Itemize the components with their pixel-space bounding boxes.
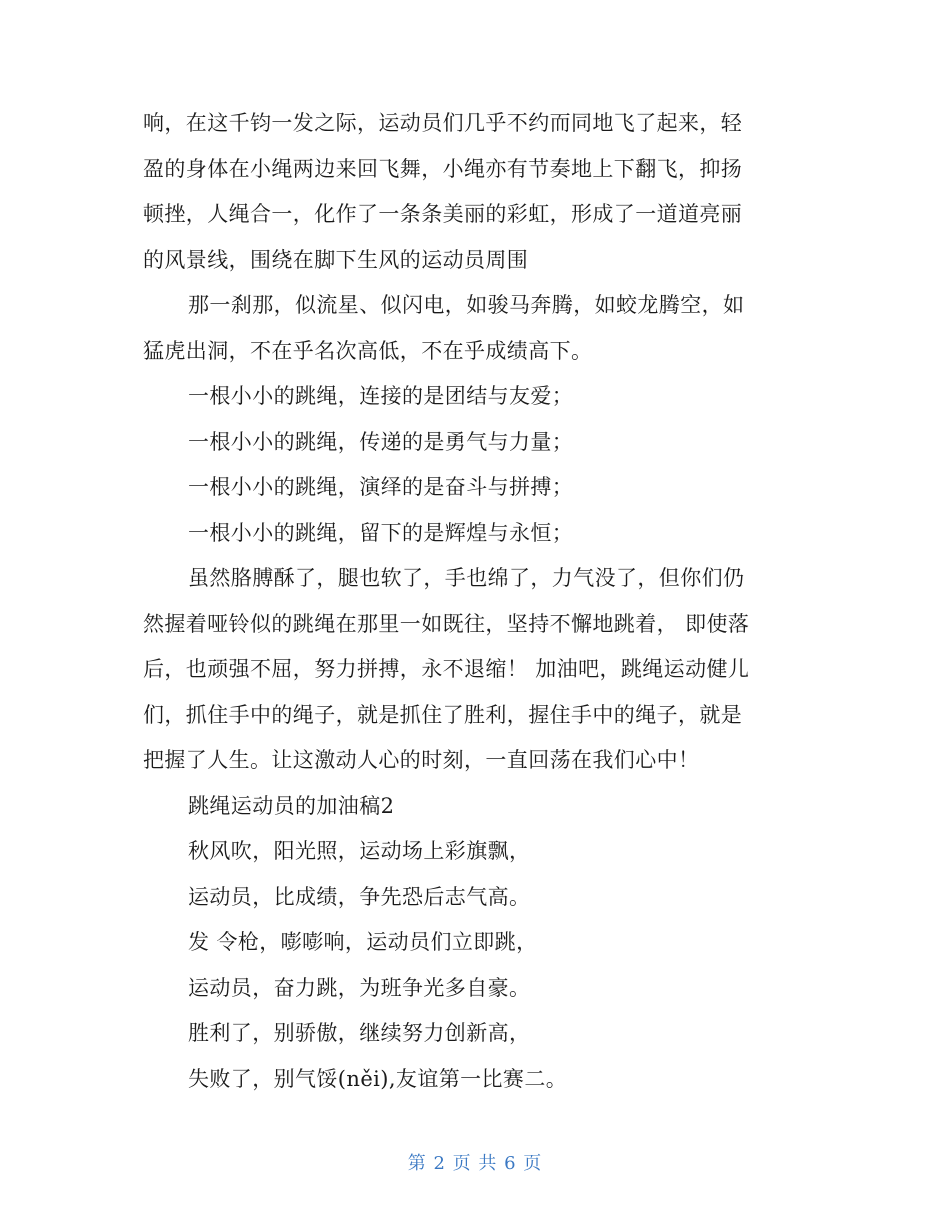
text-line: 跳绳运动员的加油稿2: [188, 793, 395, 818]
paragraph: [143, 465, 807, 511]
paragraph: [143, 920, 807, 966]
text-line: 然握着哑铃似的跳绳在那里一如既往，坚持不懈地跳着， 即使落: [143, 611, 750, 636]
paragraph: [143, 420, 807, 466]
paragraph: [143, 374, 807, 420]
text-line: 们，抓住手中的绳子，就是抓住了胜利，握住手中的绳子，就是: [143, 702, 743, 727]
text-line: 胜利了，别骄傲，继续努力创新高，: [188, 1021, 531, 1045]
paragraph: [143, 283, 807, 374]
text-line: 一根小小的跳绳，传递的是勇气与力量；: [188, 429, 574, 454]
text-line: 失败了，别气馁(něi),友谊第一比赛二。: [188, 1066, 568, 1091]
text-line: 顿挫，人绳合一，化作了一条条美丽的彩虹，形成了一道道亮丽: [143, 202, 743, 226]
text-line: 盈的身体在小绳两边来回飞舞，小绳亦有节奏地上下翻飞，抑扬: [143, 156, 743, 181]
text-line: 那一刹那，似流星、似闪电，如骏马奔腾，如蛟龙腾空，如: [188, 293, 745, 317]
text-line: 猛虎出洞，不在乎名次高低，不在乎成绩高下。: [143, 338, 593, 363]
paragraph: [143, 556, 807, 784]
text-line: 后，也顽强不屈，努力拼搏，永不退缩！ 加油吧，跳绳运动健儿: [143, 657, 750, 681]
text-line: 运动员，比成绩，争先恐后志气高。: [188, 884, 531, 909]
text-line: 的风景线，围绕在脚下生风的运动员周围: [143, 247, 529, 272]
text-line: 把握了人生。让这激动人心的时刻，一直回荡在我们心中！: [143, 748, 700, 772]
paragraph: [143, 101, 807, 283]
text-line: 一根小小的跳绳，连接的是团结与友爱；: [188, 384, 574, 408]
text-line: 虽然胳膊酥了，腿也软了，手也绵了，力气没了，但你们仍: [188, 566, 745, 590]
text-line: 响，在这千钧一发之际，运动员们几乎不约而同地飞了起来，轻: [143, 111, 743, 135]
paragraph: [143, 829, 807, 875]
text-line: 一根小小的跳绳，留下的是辉煌与永恒；: [188, 520, 574, 545]
page-footer: 第 2 页 共 6 页: [407, 1153, 543, 1174]
paragraph: [143, 875, 807, 921]
paragraph: [143, 966, 807, 1012]
text-line: 一根小小的跳绳，演绎的是奋斗与拼搏；: [188, 475, 574, 499]
paragraph: [143, 1011, 807, 1057]
text-line: 运动员，奋力跳，为班争光多自豪。: [188, 975, 531, 1000]
paragraph: [143, 511, 807, 557]
document-body: [143, 101, 807, 1102]
paragraph: [143, 784, 807, 830]
text-line: 发 令枪，嘭嘭响，运动员们立即跳，: [188, 930, 538, 954]
text-line: 秋风吹，阳光照，运动场上彩旗飘，: [188, 839, 531, 863]
paragraph: [143, 1057, 807, 1103]
